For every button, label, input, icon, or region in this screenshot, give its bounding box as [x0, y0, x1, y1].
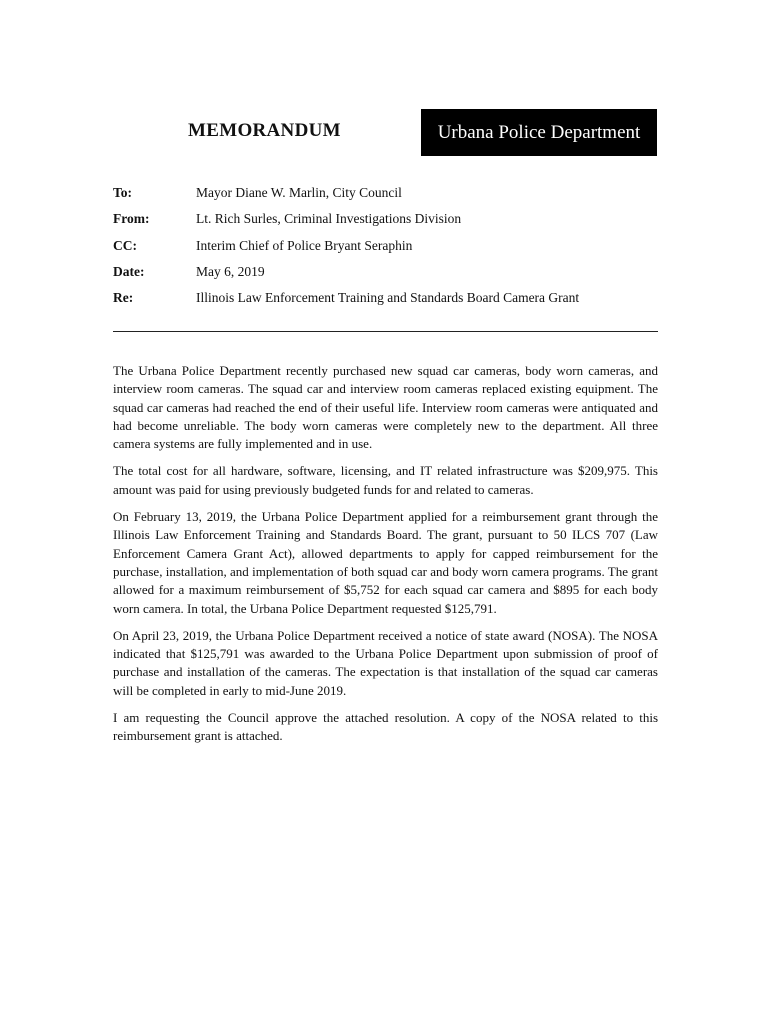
body-paragraph: On February 13, 2019, the Urbana Police Department applied for a reimbursement grant through the Illinois Law Enforcement Training and Standards Board. The grant, pursuant to 50 ILCS 707 (Law Enforcement Camera Grant Act), allowed departments to apply for capped reimbursement for the purchase, installation, and implementation of both squad car and body worn camera programs. The grant allowed for a maximum reimbursement of $5,752 for each squad car camera and $895 for each body worn camera. In total, the Urbana Police Department requested $125,791. — [113, 509, 658, 616]
memo-title: MEMORANDUM — [188, 120, 341, 141]
header-label: Date: — [113, 264, 145, 280]
header-row-from — [113, 206, 658, 232]
memo-header — [113, 180, 658, 311]
header-value: May 6, 2019 — [196, 264, 265, 280]
header-label: From: — [113, 211, 150, 227]
body-paragraph: The total cost for all hardware, software, licensing, and IT related infrastructure was $209,975. This amount was paid for using previously budgeted funds for and related to cameras. — [113, 463, 658, 497]
header-row-date — [113, 259, 658, 285]
header-value: Lt. Rich Surles, Criminal Investigations Division — [196, 211, 462, 227]
header-value: Mayor Diane W. Marlin, City Council — [196, 185, 402, 201]
department-banner — [421, 109, 657, 156]
header-row-cc — [113, 233, 658, 259]
body-paragraph: The Urbana Police Department recently purchased new squad car cameras, body worn cameras, and interview room cameras. The squad car and interview room cameras replaced existing equipment. The squad car cameras had reached the end of their useful life. Interview room cameras were antiquated and had become unreliable. The body worn cameras were completely new to the department. All three camera systems are fully implemented and in use. — [113, 363, 658, 452]
header-row-re — [113, 285, 658, 311]
header-label: CC: — [113, 237, 137, 253]
memo-body — [113, 362, 658, 755]
department-name: Urbana Police Department — [437, 122, 641, 143]
header-label: Re: — [113, 290, 134, 306]
header-value: Illinois Law Enforcement Training and Standards Board Camera Grant — [196, 290, 580, 306]
header-divider — [113, 331, 658, 332]
header-label: To: — [113, 185, 133, 201]
header-value: Interim Chief of Police Bryant Seraphin — [196, 237, 413, 253]
body-paragraph: I am requesting the Council approve the attached resolution. A copy of the NOSA related to this reimbursement grant is attached. — [113, 710, 658, 744]
body-paragraph: On April 23, 2019, the Urbana Police Department received a notice of state award (NOSA). The NOSA indicated that $125,791 was awarded to the Urbana Police Department upon submission of proof of purchase and installation of the cameras. The expectation is that installation of the squad car cameras will be completed in early to mid-June 2019. — [113, 627, 658, 698]
header-row-to — [113, 180, 658, 206]
